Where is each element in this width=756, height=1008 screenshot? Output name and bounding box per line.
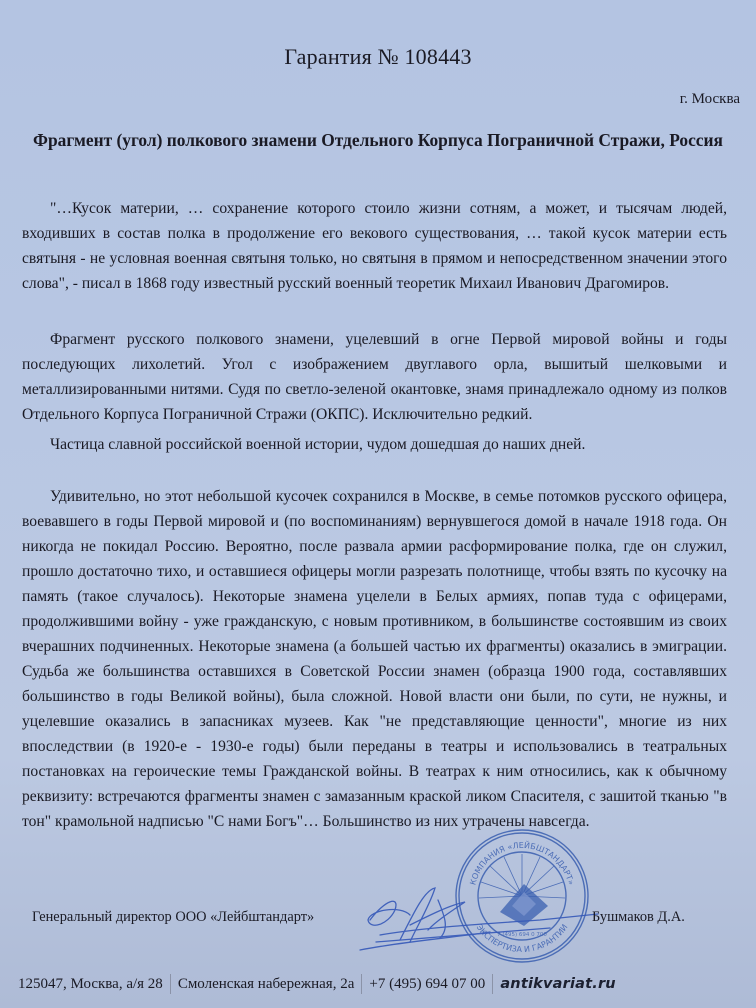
footer-divider — [361, 974, 362, 994]
paragraph-description: Фрагмент русского полкового знамени, уцелевший в огне Первой мировой войны и годы последующих лихолетий. Угол с изображением двуглавого орла, вышитый шелковыми и металлизированными нитями. Судя по светло-зеленой окантовке, знамя принадлежало одному из полков Отдельного Корпуса Пограничной Стражи (ОКПС). Исключительно редкий. — [22, 331, 727, 423]
signer-role: Генеральный директор ООО «Лейбштандарт» — [32, 909, 315, 925]
document-city: г. Москва — [679, 91, 740, 107]
footer-contacts — [18, 974, 616, 994]
signer-name: Бушмаков Д.А. — [592, 909, 685, 925]
footer-divider — [170, 974, 171, 994]
stamp-text-bottom: ЭКСПЕРТИЗА И ГАРАНТИИ — [474, 922, 570, 955]
stamp-phone: 7 (495) 694 0 700 — [497, 932, 547, 938]
footer-address: 125047, Москва, а/я 28 — [18, 975, 163, 992]
footer-website-link[interactable]: antikvariat.ru — [500, 976, 616, 992]
footer-phone: +7 (495) 694 07 00 — [369, 975, 486, 992]
item-heading: Фрагмент (угол) полкового знамени Отдельного Корпуса Пограничной Стражи, Россия — [33, 130, 723, 150]
stamp-text-top: КОМПАНИЯ «ЛЕЙБШТАНДАРТ» — [468, 840, 576, 887]
paragraph-history: Удивительно, но этот небольшой кусочек сохранился в Москве, в семье потомков русского офицера, воевавшего в годы Первой мировой и (по воспоминаниям) вернувшегося домой в начале 1918 года. Он никогда не покидал Россию. Вероятно, после развала армии расформирование полка, где он служил, прошло достаточно тихо, и оставшиеся офицеры могли разрезать полотнище, чтобы взять по кусочку на память (такое случалось). Некоторые знамена уцелели в Белых армиях, попав туда с офицерами, продолжившими войну - уже гражданскую, с новым противником, в большинстве состоявшим из своих вчерашних подчиненных. Некоторые знамена (а большей частью их фрагменты) оказались в эмиграции. Судьба же большинства оставшихся в Советской России знамен (образца 1900 года, составлявших большинство в годы Великой войны), была сложной. Новой власти они были, по сути, не нужны, и уцелевшие оказались в запасниках музеев. Как "не представляющие ценности", многие из них впоследствии (в 1920-е - 1930-е годы) были переданы в театры и использовались в театральных постановках на героические темы Гражданской войны. В театрах к ним относились, как к обычному реквизиту: встречаются фрагменты знамен с замазанным краской ликом Спасителя, с зашитой тканью "в тон" крамольной надписью "С нами Богъ"… Большинство из них утрачены навсегда. — [22, 488, 727, 830]
paragraph-summary: Частица славной российской военной истории, чудом дошедшая до наших дней. — [50, 436, 586, 453]
footer-divider — [492, 974, 493, 994]
paragraph-quote: "…Кусок материи, … сохранение которого стоило жизни сотням, а может, и тысячам людей, входивших в состав полка в продолжение его векового существования, … такой кусок материи есть святыня - не условная военная святыня только, но святыня в прямом и непосредственном значении этого слова", - писал в 1868 году известный русский военный теоретик Михаил Иванович Драгомиров. — [22, 200, 727, 292]
signature-icon — [340, 880, 600, 960]
document-title: Гарантия № 108443 — [284, 44, 472, 69]
footer-street: Смоленская набережная, 2а — [177, 975, 355, 992]
